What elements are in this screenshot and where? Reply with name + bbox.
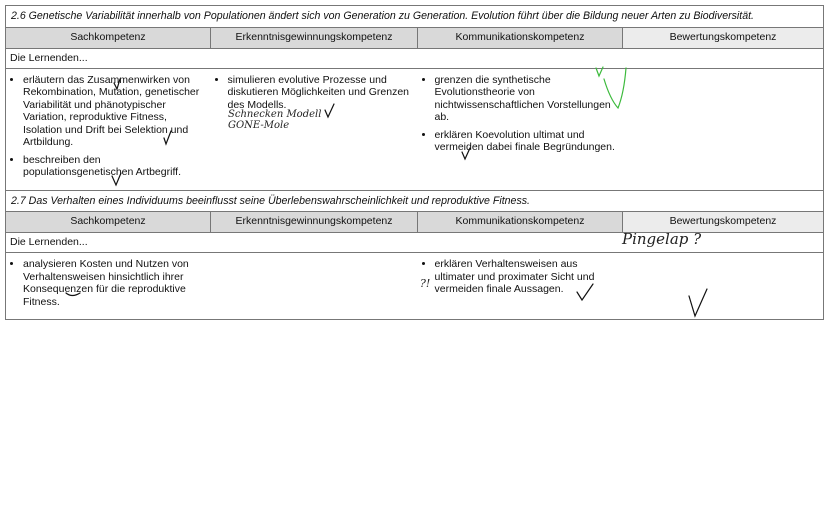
- bewertung-cell: [623, 253, 824, 320]
- list-item: • simulieren evolutive Prozesse und diskutieren Möglichkeiten und Grenzen des Modells.: [228, 74, 414, 112]
- sach-cell: [6, 68, 211, 190]
- column-header-bewertung: Bewertungskompetenz: [623, 212, 824, 233]
- handwritten-note-pingelap: Pingelap ?: [622, 230, 702, 248]
- competence-table-2-6: [5, 5, 824, 320]
- column-header-bewertung: Bewertungskompetenz: [623, 27, 824, 48]
- bewertung-cell: [623, 68, 824, 190]
- column-header-sach: Sachkompetenz: [6, 27, 211, 48]
- column-header-erkenntnis: Erkenntnisgewinnungskompetenz: [211, 27, 418, 48]
- curriculum-document: [5, 5, 823, 320]
- column-header-sach: Sachkompetenz: [6, 212, 211, 233]
- column-header-kommunikation: Kommunikationskompetenz: [418, 212, 623, 233]
- erkenntnis-cell: [211, 68, 418, 190]
- list-item: • erklären Verhaltensweisen aus ultimater und proximater Sicht und vermeiden finale Aussagen.: [435, 258, 619, 296]
- erkenntnis-cell: [211, 253, 418, 320]
- column-header-erkenntnis: Erkenntnisgewinnungskompetenz: [211, 212, 418, 233]
- section-title: 2.6 Genetische Variabilität innerhalb von Populationen ändert sich von Generation zu Generation. Evolution führt über die Bildung neuer Arten zu Biodiversität.: [6, 6, 824, 28]
- list-item: • beschreiben den populationsgenetischen Artbegriff.: [23, 154, 207, 179]
- intro-text: Die Lernenden...: [6, 233, 824, 253]
- intro-text: Die Lernenden...: [6, 48, 824, 68]
- kommunikation-cell: [418, 253, 623, 320]
- kommunikation-cell: [418, 68, 623, 190]
- list-item: • erläutern das Zusammenwirken von Rekombination, Mutation, genetischer Variabilität und phänotypischer Variation, reproduktive Fitness, Isolation und Drift bei Selektion und Artbildung.: [23, 74, 207, 149]
- margin-question-mark: ?!: [420, 277, 431, 290]
- handwritten-note-model: Schnecken Modell GONE-Mole: [228, 109, 322, 131]
- section-title: 2.7 Das Verhalten eines Individuums beeinflusst seine Überlebenswahrscheinlichkeit und reproduktive Fitness.: [6, 190, 824, 212]
- column-header-kommunikation: Kommunikationskompetenz: [418, 27, 623, 48]
- list-item: • analysieren Kosten und Nutzen von Verhaltensweisen hinsichtlich ihrer Konsequenzen für die reproduktive Fitness.: [23, 258, 207, 308]
- sach-cell: [6, 253, 211, 320]
- list-item: • grenzen die synthetische Evolutionstheorie von nichtwissenschaftlichen Vorstellungen ab.: [435, 74, 619, 124]
- list-item: • erklären Koevolution ultimat und vermeiden dabei finale Begründungen.: [435, 129, 619, 154]
